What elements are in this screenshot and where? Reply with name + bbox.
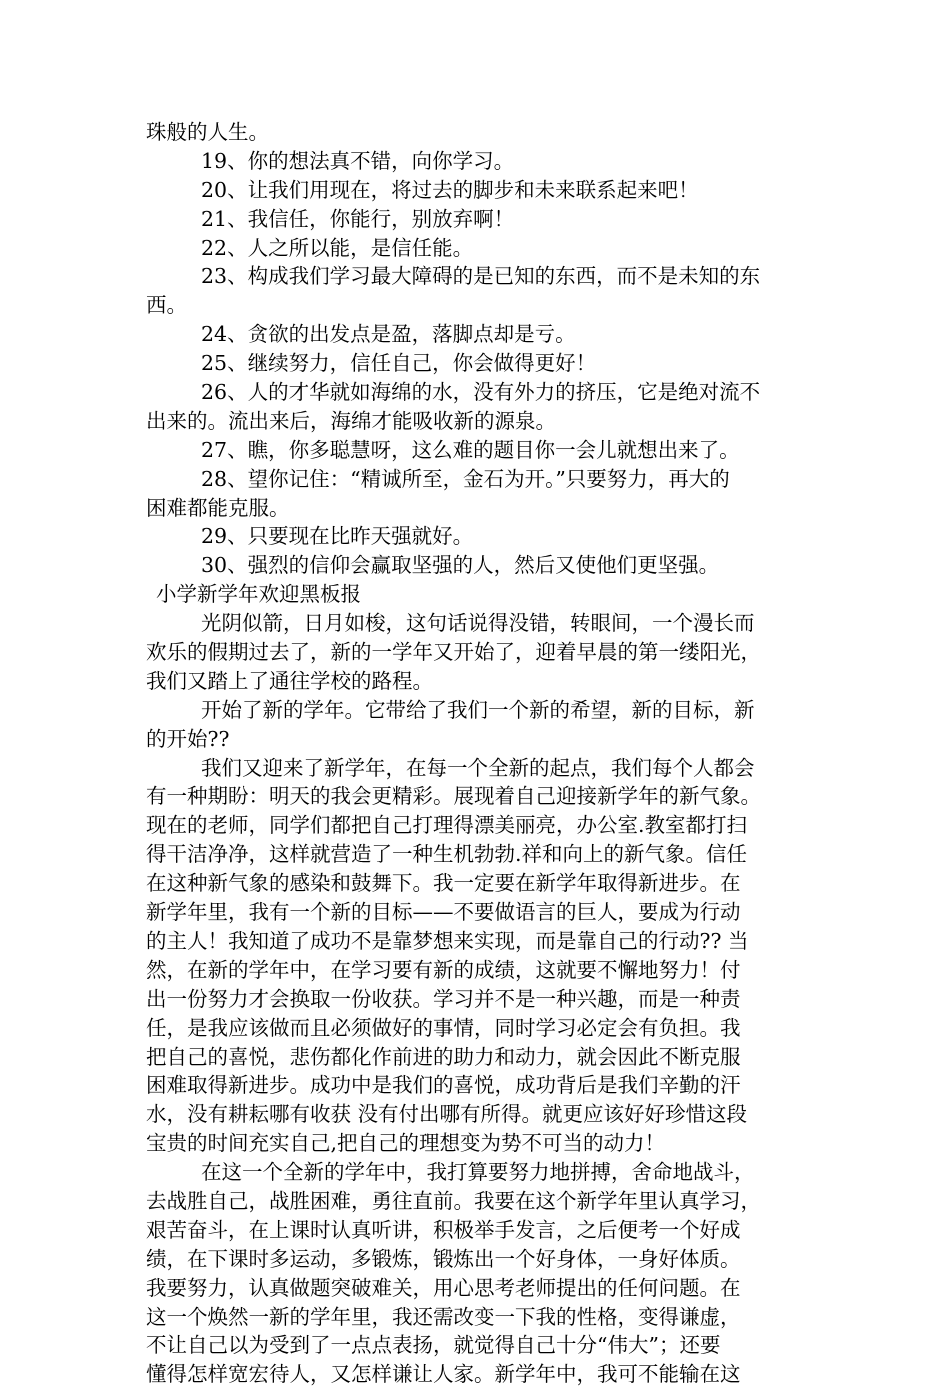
text-line: 现在的老师，同学们都把自己打理得漂美丽亮，办公室.教室都打扫 — [146, 813, 748, 838]
section-heading — [146, 580, 822, 609]
list-item — [146, 551, 822, 580]
text-line: 在这一个全新的学年中，我打算要努力地拼搏，舍命地战斗， — [201, 1160, 755, 1185]
text-line: 20、让我们用现在，将过去的脚步和未来联系起来吧！ — [201, 177, 699, 202]
text-line: 懂得怎样宽宏待人，又怎样谦让人家。新学年中，我可不能输在这 — [146, 1362, 741, 1387]
text-line: 24、贪欲的出发点是盈，落脚点却是亏。 — [201, 322, 576, 347]
text-line: 开始了新的学年。它带给了我们一个新的希望，新的目标，新 — [201, 697, 755, 722]
text-line: 任，是我应该做而且必须做好的事情，同时学习必定会有负担。我 — [146, 1015, 741, 1040]
text-line: 欢乐的假期过去了，新的一学年又开始了，迎着早晨的第一缕阳光， — [146, 640, 761, 665]
text-line: 的主人！我知道了成功不是靠梦想来实现，而是靠自己的行动?? 当 — [146, 928, 749, 953]
paragraph — [146, 609, 822, 696]
list-item — [146, 378, 822, 436]
text-line: 26、人的才华就如海绵的水，没有外力的挤压，它是绝对流不 — [201, 380, 761, 405]
continuation-line — [146, 118, 822, 147]
text-line: 我们又踏上了通往学校的路程。 — [146, 668, 433, 693]
text-line: 艰苦奋斗，在上课时认真听讲，积极举手发言，之后便考一个好成 — [146, 1217, 741, 1242]
text-line: 水，没有耕耘哪有收获 没有付出哪有所得。就更应该好好珍惜这段 — [146, 1102, 748, 1127]
list-item — [146, 465, 822, 523]
text-line: 有一种期盼：明天的我会更精彩。展现着自己迎接新学年的新气象。 — [146, 784, 761, 809]
text-line: 不让自己以为受到了一点点表扬，就觉得自己十分“伟大”；还要 — [146, 1333, 721, 1358]
text-line: 去战胜自己，战胜困难，勇往直前。我要在这个新学年里认真学习， — [146, 1188, 761, 1213]
text-line: 19、你的想法真不错，向你学习。 — [201, 148, 515, 173]
text-line: 珠般的人生。 — [146, 120, 269, 144]
text-line: 西。 — [146, 293, 187, 318]
text-line: 29、只要现在比昨天强就好。 — [201, 524, 474, 549]
text-line: 困难都能克服。 — [146, 495, 290, 520]
text-line: 21、我信任，你能行，别放弃啊！ — [201, 206, 515, 231]
text-line: 这一个焕然一新的学年里，我还需改变一下我的性格，变得谦虚， — [146, 1304, 741, 1329]
list-item — [146, 205, 822, 234]
text-line: 的开始?? — [146, 726, 230, 751]
text-line: 在这种新气象的感染和鼓舞下。我一定要在新学年取得新进步。在 — [146, 871, 741, 896]
list-item — [146, 147, 822, 176]
list-item — [146, 436, 822, 465]
text-line: 绩，在下课时多运动，多锻炼，锻炼出一个好身体，一身好体质。 — [146, 1246, 741, 1271]
text-line: 我要努力，认真做题突破难关，用心思考老师提出的任何问题。在 — [146, 1275, 741, 1300]
paragraph — [146, 696, 822, 754]
text-line: 出来的。流出来后，海绵才能吸收新的源泉。 — [146, 408, 556, 433]
text-line: 28、望你记住：“精诚所至，金石为开。”只要努力，再大的 — [201, 466, 730, 491]
text-line: 然，在新的学年中，在学习要有新的成绩，这就要不懈地努力！付 — [146, 957, 741, 982]
list-item — [146, 176, 822, 205]
text-line: 27、瞧，你多聪慧呀，这么难的题目你一会儿就想出来了。 — [201, 437, 740, 462]
list-item — [146, 349, 822, 378]
text-line: 把自己的喜悦，悲伤都化作前进的助力和动力，就会因此不断克服 — [146, 1044, 741, 1069]
list-item — [146, 234, 822, 263]
list-item — [146, 522, 822, 551]
text-line: 光阴似箭，日月如梭，这句话说得没错，转眼间，一个漫长而 — [201, 611, 755, 636]
text-line: 出一份努力才会换取一份收获。学习并不是一种兴趣，而是一种责 — [146, 986, 741, 1011]
section-heading-text: 小学新学年欢迎黑板报 — [156, 582, 361, 607]
list-item — [146, 320, 822, 349]
text-line: 25、继续努力，信任自己，你会做得更好！ — [201, 351, 597, 376]
text-line: 23、构成我们学习最大障碍的是已知的东西，而不是未知的东 — [201, 264, 761, 289]
paragraph — [146, 754, 822, 1158]
text-line: 22、人之所以能，是信任能。 — [201, 235, 474, 260]
text-line: 得干洁净净，这样就营造了一种生机勃勃.祥和向上的新气象。信任 — [146, 842, 748, 867]
list-item — [146, 262, 822, 320]
paragraph — [146, 1158, 822, 1389]
document-body — [146, 118, 822, 1389]
text-line: 新学年里，我有一个新的目标——不要做语言的巨人，要成为行动 — [146, 900, 741, 925]
text-line: 困难取得新进步。成功中是我们的喜悦，成功背后是我们辛勤的汗 — [146, 1073, 741, 1098]
text-line: 我们又迎来了新学年，在每一个全新的起点，我们每个人都会 — [201, 755, 755, 780]
text-line: 宝贵的时间充实自己,把自己的理想变为势不可当的动力！ — [146, 1131, 666, 1156]
text-line: 30、强烈的信仰会赢取坚强的人，然后又使他们更坚强。 — [201, 553, 720, 578]
